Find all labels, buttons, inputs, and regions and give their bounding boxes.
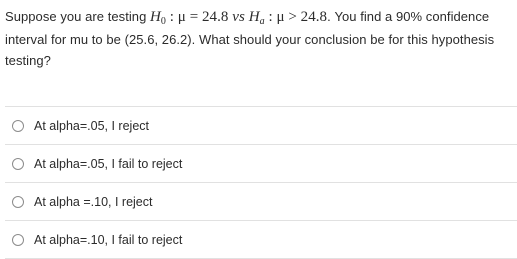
- answer-option[interactable]: [5, 107, 517, 145]
- answer-option[interactable]: [5, 183, 517, 221]
- question-prefix: Suppose you are testing: [5, 9, 151, 24]
- alternative-hypothesis: $H_a$ : μ > 24.8: [248, 9, 328, 27]
- answer-option-label: At alpha=.10, I fail to reject: [34, 232, 183, 247]
- answer-option-label: At alpha=.05, I fail to reject: [34, 156, 183, 171]
- answer-option[interactable]: [5, 145, 517, 183]
- answer-option-label: At alpha=.05, I reject: [34, 118, 150, 133]
- question-text: [5, 6, 513, 72]
- radio-button-icon[interactable]: [12, 196, 24, 208]
- question-suffix: . You find a 90% confidence interval for mu to be (25.6, 26.2). What should your conclusion be for this hypothesis testing?: [5, 9, 495, 68]
- answer-option[interactable]: [5, 221, 517, 259]
- radio-button-icon[interactable]: [12, 158, 24, 170]
- radio-button-icon[interactable]: [12, 234, 24, 246]
- null-hypothesis: $H_0$ : μ = 24.8: [150, 9, 233, 27]
- answer-options: [5, 106, 517, 259]
- vs-word: vs: [232, 9, 245, 25]
- radio-button-icon[interactable]: [12, 120, 24, 132]
- answer-option-label: At alpha =.10, I reject: [34, 194, 153, 209]
